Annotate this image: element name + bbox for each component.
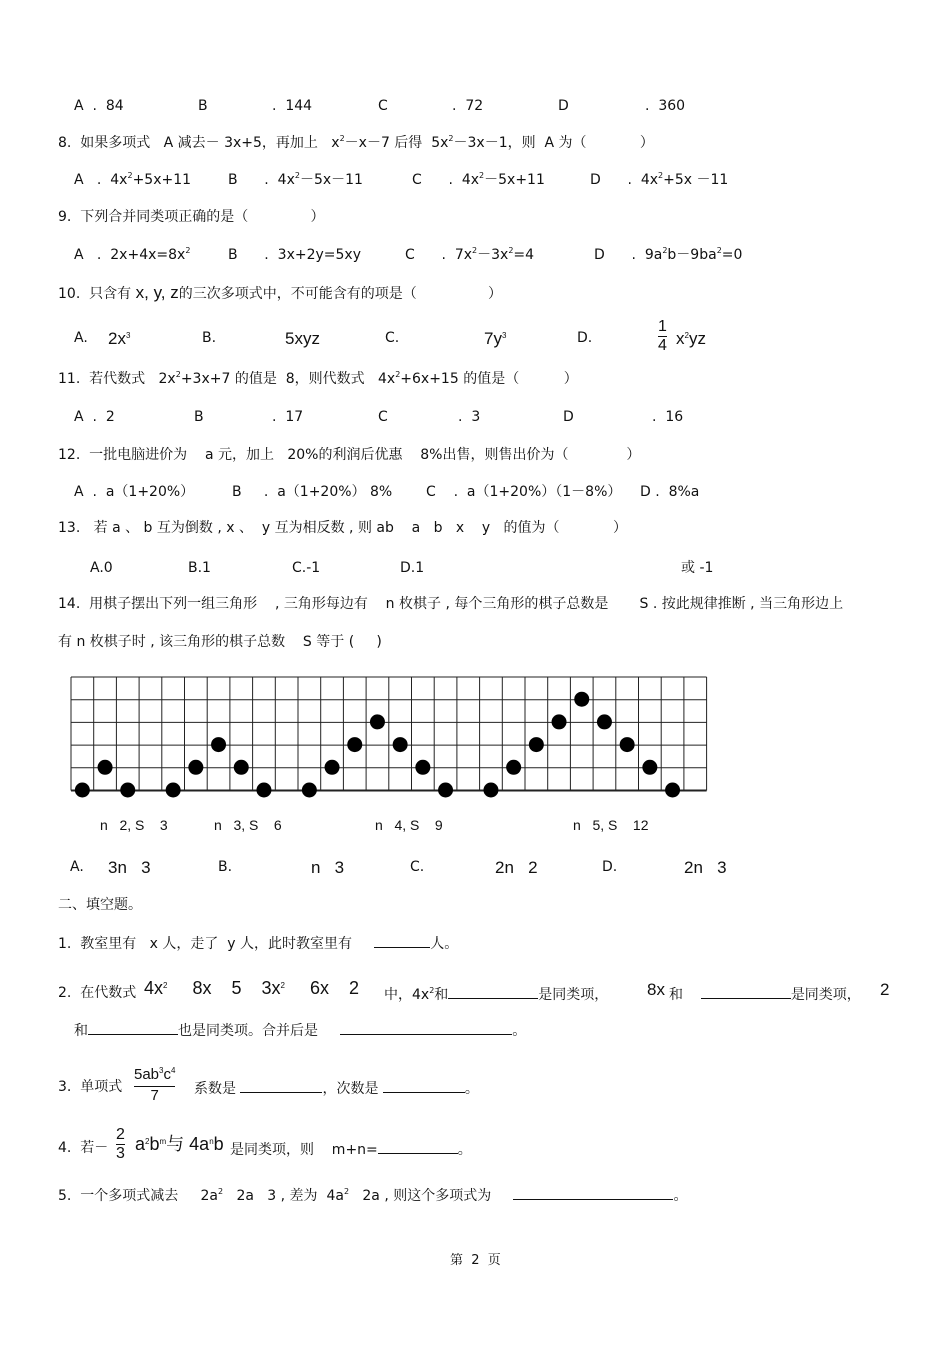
q13-option-b: B.1 <box>188 560 211 576</box>
q14-option-d-value: 2n 3 <box>684 858 727 877</box>
q14-option-a-letter: A. <box>70 859 84 875</box>
fill-4-tail: 是同类项，则 m+n= 。 <box>230 1142 472 1158</box>
stone-13 <box>393 737 408 752</box>
q8-option-a: A . $4x^2+5x+11$ <box>74 171 192 188</box>
board-grid <box>71 677 707 791</box>
fill-2-term-2: 2 <box>880 980 890 999</box>
fill-3-monomial: $5ab^3c^4$ 7 <box>134 1066 176 1104</box>
q10-option-a-value: $2x^3$ <box>108 329 131 348</box>
q9-option-c: C . $7x^2-3x^2=4$ <box>405 246 535 263</box>
q11-option-b-letter: B <box>194 409 204 425</box>
q11-option-c-value: . 3 <box>458 409 481 425</box>
q8-option-c: C . $4x^2-5x+11$ <box>412 171 545 188</box>
stone-17 <box>506 760 521 775</box>
stone-8 <box>256 783 271 798</box>
fill-4-fraction: 2 3 <box>116 1126 125 1162</box>
stone-1 <box>75 783 90 798</box>
q14-stem-line2: 有 n 枚棋子时 , 该三角形的棋子总数 S 等于 ( ) <box>58 634 382 650</box>
q10-option-b-letter: B. <box>202 330 217 346</box>
fill-3-prefix: 3. 单项式 <box>58 1079 123 1095</box>
q11-option-d-value: . 16 <box>652 409 684 425</box>
stone-14 <box>415 760 430 775</box>
go-board-figure <box>70 676 710 806</box>
q13-stem: 13. 若 a 、 b 互为倒数 , x 、 y 互为相反数 , 则 ab a b x y 的值为（ ） <box>58 520 627 536</box>
stone-21 <box>597 714 612 729</box>
fill-3-blank-2[interactable] <box>383 1080 465 1093</box>
section-title: 二、填空题。 <box>58 897 142 913</box>
q10-option-c-letter: C. <box>385 330 400 346</box>
q9-stem: 9. 下列合并同类项正确的是（ ） <box>58 209 325 225</box>
fill-2-blank-3[interactable] <box>88 1022 178 1035</box>
stone-11 <box>347 737 362 752</box>
stone-5 <box>188 760 203 775</box>
fill-2-mid: 中，$4x^2$和 是同类项， <box>384 986 609 1003</box>
q13-option-d-tail: 或 -1 <box>681 560 714 576</box>
q8-stem: 8. 如果多项式 A 减去－ 3x+5，再加上 $x^2-x-7$ 后得 $5x^2-3x-1$，则 A 为（ ） <box>58 134 654 151</box>
stone-24 <box>665 783 680 798</box>
fill-4-prefix: 4. 若－ <box>58 1140 109 1156</box>
q14-label-n2: n 2, S 3 <box>100 817 168 833</box>
stone-20 <box>574 692 589 707</box>
stone-18 <box>529 737 544 752</box>
q14-label-n3: n 3, S 6 <box>214 817 282 833</box>
q7-option-b-value: . 144 <box>272 98 313 114</box>
stone-19 <box>552 714 567 729</box>
q11-option-c-letter: C <box>378 409 388 425</box>
q9-option-a: A . $2x+4x=8x^2$ <box>74 246 191 263</box>
q12-option-d: D . 8%a <box>640 484 700 500</box>
q13-option-d: D.1 <box>400 560 425 576</box>
q13-option-a: A.0 <box>90 560 113 576</box>
q7-option-c-letter: C <box>378 98 388 114</box>
q14-option-a-value: 3n 3 <box>108 858 151 877</box>
fill-1-blank[interactable] <box>374 935 430 948</box>
stone-4 <box>166 783 181 798</box>
q12-stem: 12. 一批电脑进价为 a 元，加上 20%的利润后优惠 8%出售，则售出价为（ ） <box>58 447 641 463</box>
fill-2-line2: 和 也是同类项。合并后是 。 <box>74 1023 527 1039</box>
q14-label-n4: n 4, S 9 <box>375 817 443 833</box>
q10-option-d-letter: D. <box>577 330 593 346</box>
fill-2-prefix: 2. 在代数式 <box>58 985 137 1001</box>
q11-option-b-value: . 17 <box>272 409 304 425</box>
q14-option-c-letter: C. <box>410 859 425 875</box>
stone-2 <box>98 760 113 775</box>
q7-option-c-value: . 72 <box>452 98 484 114</box>
fill-3-tail: 系数是 ，次数是 。 <box>194 1081 479 1097</box>
q8-option-b: B . $4x^2-5x-11$ <box>228 171 363 188</box>
fill-3-blank-1[interactable] <box>240 1080 322 1093</box>
q10-stem: 10. 只含有 x, y, z的三次多项式中，不可能含有的项是（ ） <box>58 283 502 302</box>
fill-4-blank[interactable] <box>378 1141 458 1154</box>
q10-option-d-fraction: 1 4 <box>658 318 667 354</box>
stone-7 <box>234 760 249 775</box>
stone-16 <box>483 783 498 798</box>
stone-9 <box>302 783 317 798</box>
q11-stem: 11. 若代数式 $2x^2+3x+7$ 的值是 8，则代数式 $4x^2+6x+15$ 的值是（ ） <box>58 370 578 387</box>
stone-3 <box>120 783 135 798</box>
q12-option-c: C . a（1+20%）（1－8%） <box>426 484 622 500</box>
stone-23 <box>642 760 657 775</box>
fill-2-mid2: 和 是同类项， <box>669 987 861 1003</box>
q7-option-d-value: . 360 <box>645 98 686 114</box>
q13-option-c: C.-1 <box>292 560 321 576</box>
q11-option-d-letter: D <box>563 409 574 425</box>
fill-2-blank-1[interactable] <box>448 986 538 999</box>
q14-option-c-value: 2n 2 <box>495 858 538 877</box>
q9-option-b: B . 3x+2y=5xy <box>228 247 361 263</box>
q10-option-a-letter: A. <box>74 330 88 346</box>
fill-2-term-8x: 8x <box>647 980 665 999</box>
q14-option-b-letter: B. <box>218 859 233 875</box>
fill-2-blank-4[interactable] <box>340 1022 512 1035</box>
q12-option-a: A . a（1+20%） <box>74 484 195 500</box>
fill-5-blank[interactable] <box>513 1187 673 1200</box>
q9-option-d: D . $9a^2b-9ba^2=0$ <box>594 246 743 263</box>
q7-option-d-letter: D <box>558 98 569 114</box>
page-number: 第 2 页 <box>450 1253 501 1268</box>
q7-option-b-letter: B <box>198 98 208 114</box>
stone-10 <box>325 760 340 775</box>
fill-1: 1. 教室里有 x 人，走了 y 人，此时教室里有 人。 <box>58 936 459 952</box>
stone-12 <box>370 714 385 729</box>
fill-4-expression: $a^2b^m$与 $4a^nb$ <box>135 1134 224 1154</box>
fill-2-blank-2[interactable] <box>701 986 791 999</box>
stone-6 <box>211 737 226 752</box>
q7-option-a: A . 84 <box>74 98 124 114</box>
q10-option-d-rest: $x^2yz$ <box>676 329 706 348</box>
fill-2-expression: $4x^2$ 8x 5 $3x^2$ 6x 2 <box>144 978 360 998</box>
q12-option-b: B . a（1+20%） 8% <box>232 484 393 500</box>
stone-22 <box>620 737 635 752</box>
q8-option-d: D . $4x^2+5x -11$ <box>590 171 729 188</box>
q14-option-d-letter: D. <box>602 859 618 875</box>
q10-option-c-value: $7y^3$ <box>484 329 507 348</box>
q14-label-n5: n 5, S 12 <box>573 817 649 833</box>
stone-15 <box>438 783 453 798</box>
fill-5: 5. 一个多项式减去 $2a^2$ 2a 3 , 差为 $4a^2$ 2a , 则这个多项式为 。 <box>58 1187 688 1204</box>
q10-option-b-value: 5xyz <box>285 329 320 348</box>
q14-option-b-value: n 3 <box>311 858 345 877</box>
q14-stem-line1: 14. 用棋子摆出下列一组三角形 , 三角形每边有 n 枚棋子 , 每个三角形的棋子总数是 S . 按此规律推断 , 当三角形边上 <box>58 596 844 612</box>
q11-option-a: A . 2 <box>74 409 115 425</box>
